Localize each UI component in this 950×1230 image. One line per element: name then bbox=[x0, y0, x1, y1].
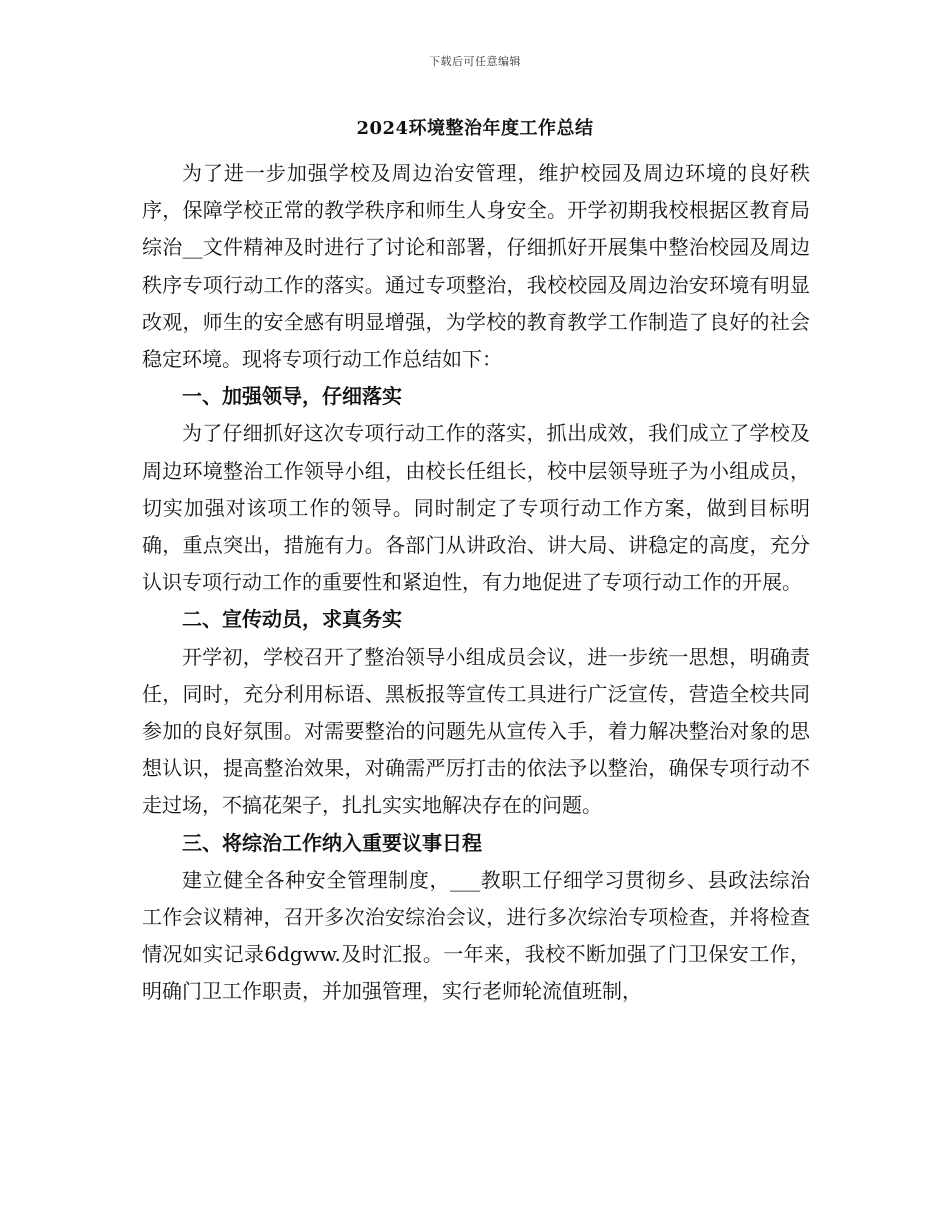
section-paragraph-2: 开学初，学校召开了整治领导小组成员会议，进一步统一思想，明确责任，同时，充分利用标语、黑板报等宣传工具进行广泛宣传，营造全校共同参加的良好氛围。对需要整治的问题先从宣传入手，着力解决整治对象的思想认识，提高整治效果，对确需严厉打击的依法予以整治，确保专项行动不走过场，不搞花架子，扎扎实实地解决存在的问题。 bbox=[142, 644, 810, 818]
section-heading-3: 三、将综治工作纳入重要议事日程 bbox=[182, 830, 482, 855]
section-heading-2: 二、宣传动员，求真务实 bbox=[182, 607, 402, 632]
section-paragraph-1: 为了仔细抓好这次专项行动工作的落实，抓出成效，我们成立了学校及周边环境整治工作领导小组，由校长任组长，校中层领导班子为小组成员，切实加强对该项工作的领导。同时制定了专项行动工作方案，做到目标明确，重点突出，措施有力。各部门从讲政治、讲大局、讲稳定的高度，充分认识专项行动工作的重要性和紧迫性，有力地促进了专项行动工作的开展。 bbox=[142, 421, 810, 595]
header-note: 下载后可任意编辑 bbox=[429, 55, 521, 68]
section-paragraph-3: 建立健全各种安全管理制度，___教职工仔细学习贯彻乡、县政法综治工作会议精神，召开多次治安综治会议，进行多次综治专项检查，并将检查情况如实记录6dgww.及时汇报。一年来，我校不断加强了门卫保安工作，明确门卫工作职责，并加强管理，实行老师轮流值班制， bbox=[142, 867, 810, 1004]
section-heading-1: 一、加强领导，仔细落实 bbox=[182, 384, 402, 409]
intro-paragraph: 为了进一步加强学校及周边治安管理，维护校园及周边环境的良好秩序，保障学校正常的教学秩序和师生人身安全。开学初期我校根据区教育局综治__文件精神及时进行了讨论和部署，仔细抓好开展集中整治校园及周边秩序专项行动工作的落实。通过专项整治，我校校园及周边治安环境有明显改观，师生的安全感有明显增强，为学校的教育教学工作制造了良好的社会稳定环境。现将专项行动工作总结如下： bbox=[142, 161, 810, 372]
document-body bbox=[142, 155, 810, 1011]
document-title: 2024环境整治年度工作总结 bbox=[356, 118, 594, 139]
